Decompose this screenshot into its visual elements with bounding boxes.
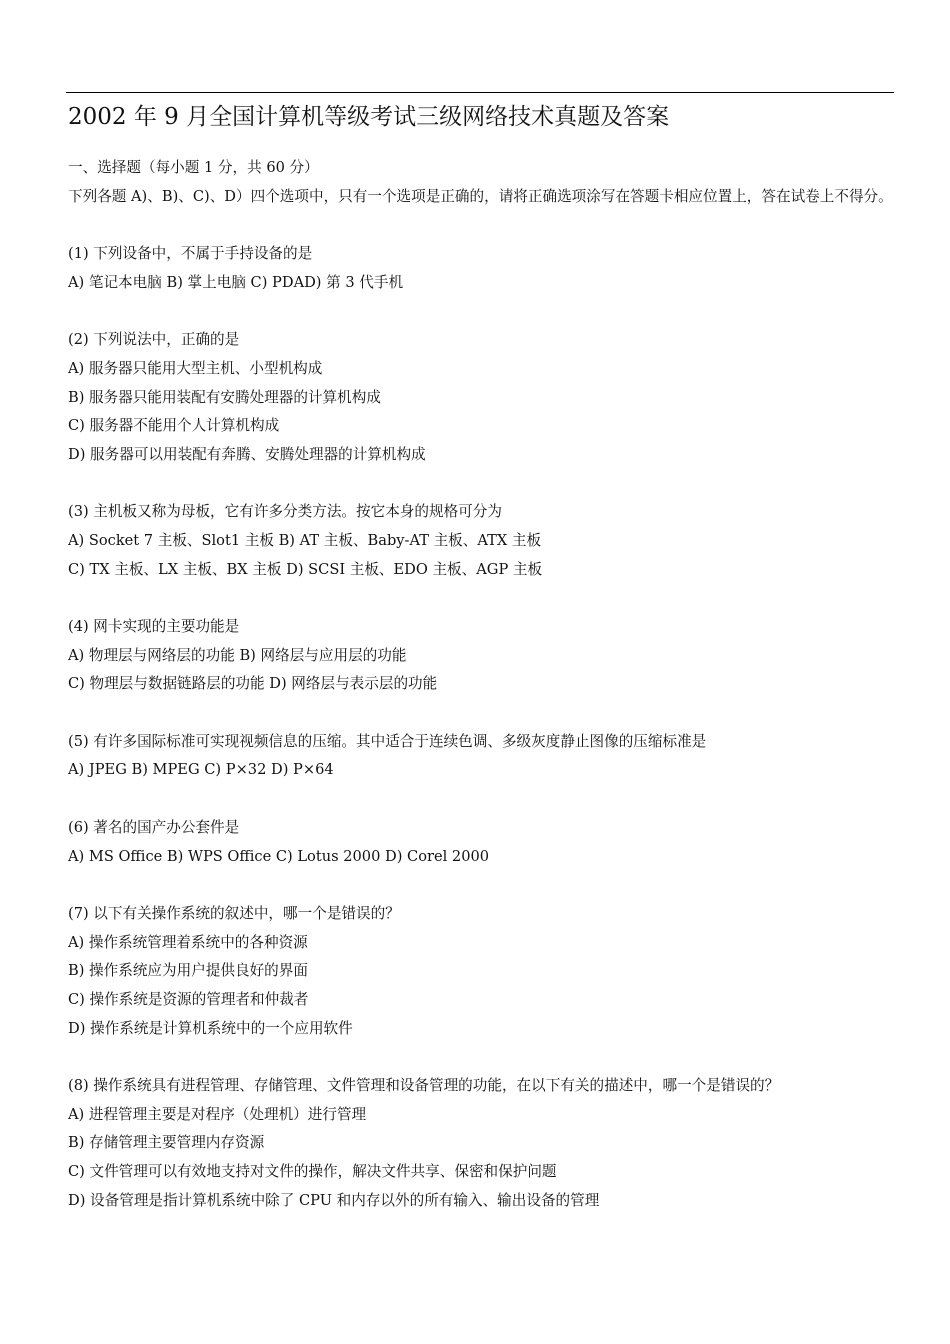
spacer bbox=[68, 584, 894, 613]
question-stem: (7) 以下有关操作系统的叙述中，哪一个是错误的？ bbox=[68, 904, 400, 922]
question-4 bbox=[68, 613, 894, 699]
question-stem: (4) 网卡实现的主要功能是 bbox=[68, 618, 240, 636]
question-option-line: A) JPEG B) MPEG C) P×32 D) P×64 bbox=[68, 761, 334, 779]
spacer bbox=[68, 297, 894, 326]
question-stem: (8) 操作系统具有进程管理、存储管理、文件管理和设备管理的功能，在以下有关的描述中，哪一个是错误的？ bbox=[68, 1077, 780, 1095]
question-7 bbox=[68, 900, 894, 1043]
question-1 bbox=[68, 240, 894, 297]
question-option-line: D) 服务器可以用装配有奔腾、安腾处理器的计算机构成 bbox=[68, 445, 426, 463]
question-option-line: A) 操作系统管理着系统中的各种资源 bbox=[68, 933, 308, 951]
question-stem: (1) 下列设备中，不属于手持设备的是 bbox=[68, 245, 313, 263]
question-option-line: D) 操作系统是计算机系统中的一个应用软件 bbox=[68, 1019, 353, 1037]
question-8 bbox=[68, 1072, 894, 1215]
spacer bbox=[68, 1043, 894, 1072]
question-option-line: B) 存储管理主要管理内存资源 bbox=[68, 1134, 265, 1152]
question-option-line: A) Socket 7 主板、Slot1 主板 B) AT 主板、Baby-AT 主板、ATX 主板 bbox=[68, 531, 542, 549]
question-option-line: B) 操作系统应为用户提供良好的界面 bbox=[68, 962, 308, 980]
instructions: 下列各题 A)、B)、C)、D）四个选项中，只有一个选项是正确的，请将正确选项涂写在答题卡相应位置上，答在试卷上不得分。 bbox=[68, 187, 893, 205]
spacer bbox=[68, 785, 894, 814]
question-option-line: B) 服务器只能用装配有安腾处理器的计算机构成 bbox=[68, 388, 381, 406]
question-list bbox=[68, 240, 894, 1215]
spacer bbox=[68, 699, 894, 728]
question-option-line: A) 物理层与网络层的功能 B) 网络层与应用层的功能 bbox=[68, 646, 407, 664]
question-option-line: A) MS Office B) WPS Office C) Lotus 2000 D) Corel 2000 bbox=[68, 847, 490, 865]
question-option-line: A) 服务器只能用大型主机、小型机构成 bbox=[68, 359, 323, 377]
question-option-line: C) 物理层与数据链路层的功能 D) 网络层与表示层的功能 bbox=[68, 675, 438, 693]
exam-content bbox=[68, 154, 894, 1215]
question-stem: (3) 主机板又称为母板，它有许多分类方法。按它本身的规格可分为 bbox=[68, 503, 502, 521]
question-stem: (2) 下列说法中，正确的是 bbox=[68, 331, 240, 349]
question-2 bbox=[68, 326, 894, 469]
question-option-line: C) 操作系统是资源的管理者和仲裁者 bbox=[68, 990, 309, 1008]
question-stem: (6) 著名的国产办公套件是 bbox=[68, 818, 240, 836]
question-option-line: D) 设备管理是指计算机系统中除了 CPU 和内存以外的所有输入、输出设备的管理 bbox=[68, 1191, 600, 1209]
question-option-line: C) 文件管理可以有效地支持对文件的操作，解决文件共享、保密和保护问题 bbox=[68, 1163, 557, 1181]
header-rule bbox=[66, 92, 894, 93]
section-heading: 一、选择题（每小题 1 分，共 60 分） bbox=[68, 159, 319, 176]
question-stem: (5) 有许多国际标准可实现视频信息的压缩。其中适合于连续色调、多级灰度静止图像的压缩标准是 bbox=[68, 732, 707, 750]
question-option-line: A) 进程管理主要是对程序（处理机）进行管理 bbox=[68, 1105, 367, 1123]
question-5 bbox=[68, 728, 894, 785]
spacer bbox=[68, 871, 894, 900]
question-3 bbox=[68, 498, 894, 584]
spacer bbox=[68, 211, 894, 240]
question-6 bbox=[68, 814, 894, 871]
question-option-line: C) TX 主板、LX 主板、BX 主板 D) SCSI 主板、EDO 主板、AGP 主板 bbox=[68, 560, 543, 578]
question-option-line: C) 服务器不能用个人计算机构成 bbox=[68, 417, 280, 435]
spacer bbox=[68, 470, 894, 499]
question-option-line: A) 笔记本电脑 B) 掌上电脑 C) PDAD) 第 3 代手机 bbox=[68, 273, 404, 291]
page-title: 2002 年 9 月全国计算机等级考试三级网络技术真题及答案 bbox=[68, 104, 670, 130]
